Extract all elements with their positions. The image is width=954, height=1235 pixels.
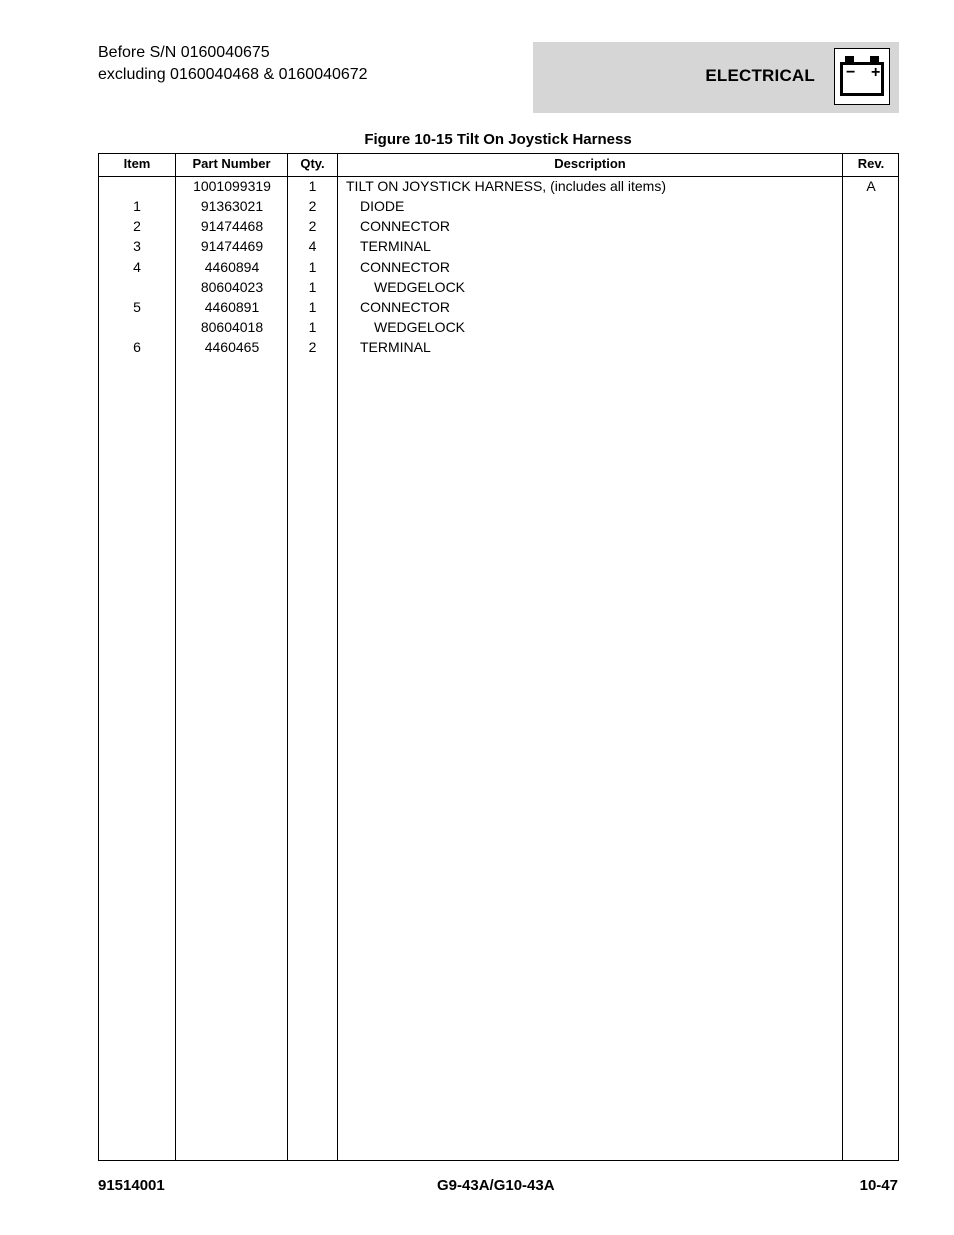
description-cell: CONNECTOR bbox=[360, 298, 450, 315]
part-number-cell: 91474468 bbox=[200, 218, 264, 235]
page-number: 10-47 bbox=[859, 1177, 898, 1194]
part-number-cell: 4460891 bbox=[204, 298, 260, 315]
serial-note-line-2: excluding 0160040468 & 0160040672 bbox=[98, 66, 368, 83]
part-number-cell: 4460894 bbox=[204, 258, 260, 275]
column-header-item: Item bbox=[123, 156, 151, 171]
part-number-cell: 80604018 bbox=[200, 318, 264, 335]
table-row bbox=[99, 277, 898, 297]
part-number-cell: 91363021 bbox=[200, 198, 264, 215]
table-row bbox=[99, 337, 898, 357]
table-row bbox=[99, 196, 898, 216]
description-cell: WEDGELOCK bbox=[374, 278, 466, 295]
part-number-cell: 91474469 bbox=[200, 238, 264, 255]
battery-body bbox=[840, 62, 884, 96]
table-row bbox=[99, 236, 898, 256]
battery-icon bbox=[834, 48, 890, 105]
description-cell: CONNECTOR bbox=[360, 258, 450, 275]
qty-cell: 1 bbox=[308, 278, 317, 295]
table-row bbox=[99, 297, 898, 317]
parts-table bbox=[98, 153, 899, 1161]
item-cell: 5 bbox=[133, 298, 141, 315]
serial-note-line-1: Before S/N 0160040675 bbox=[98, 44, 270, 61]
table-row bbox=[99, 317, 898, 337]
item-cell: 4 bbox=[133, 258, 141, 275]
qty-cell: 2 bbox=[308, 339, 317, 356]
section-title: ELECTRICAL bbox=[705, 66, 815, 85]
item-cell: 2 bbox=[133, 218, 141, 235]
table-row bbox=[99, 176, 898, 196]
qty-cell: 2 bbox=[308, 198, 317, 215]
item-cell: 1 bbox=[133, 198, 141, 215]
item-cell: 3 bbox=[133, 238, 141, 255]
rev-cell: A bbox=[866, 178, 876, 194]
qty-cell: 1 bbox=[308, 318, 317, 335]
qty-cell: 2 bbox=[308, 218, 317, 235]
column-header-qty: Qty. bbox=[300, 156, 325, 171]
column-header-part-number: Part Number bbox=[192, 156, 271, 171]
item-cell: 6 bbox=[133, 339, 141, 356]
table-row bbox=[99, 216, 898, 236]
part-number-cell: 80604023 bbox=[200, 278, 264, 295]
description-cell: WEDGELOCK bbox=[374, 318, 466, 335]
part-number-cell: 4460465 bbox=[204, 339, 260, 356]
description-cell: TILT ON JOYSTICK HARNESS, (includes all items) bbox=[346, 178, 666, 194]
table-row bbox=[99, 257, 898, 277]
qty-cell: 1 bbox=[308, 258, 317, 275]
column-header-rev: Rev. bbox=[857, 156, 885, 171]
part-number-cell: 1001099319 bbox=[193, 178, 271, 194]
section-header bbox=[533, 42, 899, 113]
table-body bbox=[99, 176, 898, 357]
description-cell: TERMINAL bbox=[360, 238, 431, 255]
minus-symbol: − bbox=[846, 64, 856, 81]
qty-cell: 1 bbox=[308, 298, 317, 315]
document-number: 91514001 bbox=[98, 1177, 165, 1194]
qty-cell: 1 bbox=[308, 178, 317, 194]
qty-cell: 4 bbox=[308, 238, 317, 255]
plus-symbol: + bbox=[871, 64, 881, 81]
description-cell: TERMINAL bbox=[360, 339, 431, 356]
column-header-description: Description bbox=[554, 156, 626, 171]
description-cell: DIODE bbox=[360, 198, 405, 215]
model-number: G9-43A/G10-43A bbox=[437, 1177, 555, 1194]
figure-title: Figure 10-15 Tilt On Joystick Harness bbox=[364, 131, 632, 148]
description-cell: CONNECTOR bbox=[360, 218, 450, 235]
serial-note bbox=[98, 42, 368, 86]
